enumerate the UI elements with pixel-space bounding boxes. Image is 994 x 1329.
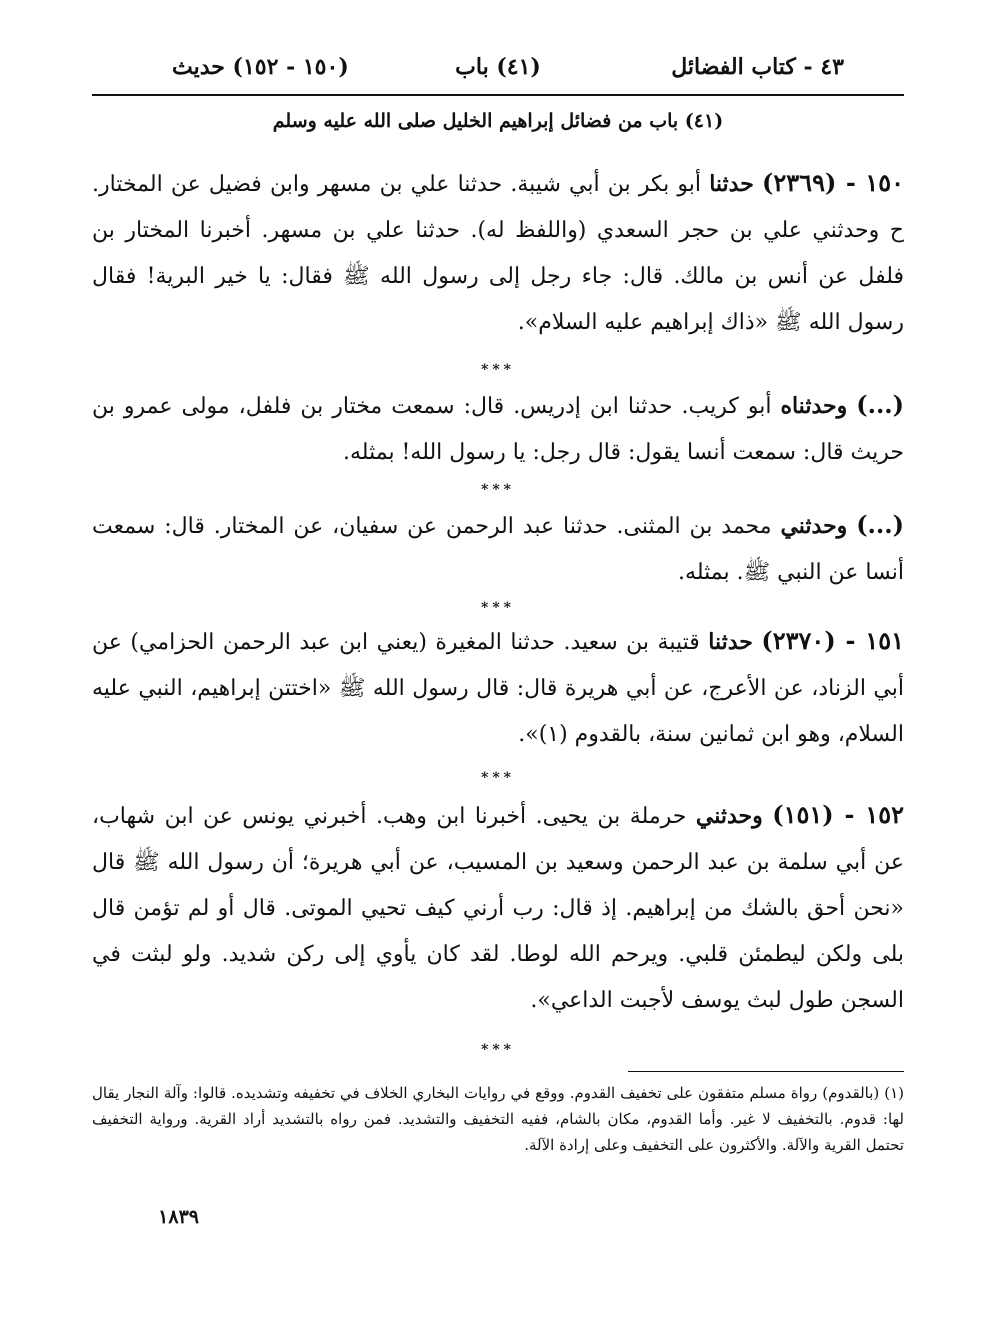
hadith-150 <box>92 160 904 346</box>
header-book-title: ٤٣ - كتاب الفضائل <box>671 54 844 80</box>
hadith-opening: وحدثناه <box>780 393 848 419</box>
hadith-150-c <box>92 502 904 596</box>
hadith-151 <box>92 618 904 758</box>
separator-stars: *** <box>481 482 515 498</box>
chapter-title: (٤١) باب من فضائل إبراهيم الخليل صلى الله عليه وسلم <box>272 110 724 132</box>
header-chapter: (٤١) باب <box>455 54 541 80</box>
hadith-number: ١٥٠ - (٢٣٦٩) <box>762 168 905 197</box>
hadith-number: ١٥١ - (٢٣٧٠) <box>761 626 905 655</box>
hadith-text: قتيبة بن سعيد. حدثنا المغيرة (يعني ابن عبد الرحمن الحزامي) عن أبي الزناد، عن الأعرج، عن أبي هريرة قال: قال رسول الله ﷺ «اختتن إبراهيم، النبي عليه السلام، وهو ابن ثمانين سنة، بالقدوم (١)». <box>92 630 904 747</box>
separator-stars: *** <box>481 770 515 786</box>
hadith-text: أبو كريب. حدثنا ابن إدريس. قال: سمعت مختار بن فلفل، مولى عمرو بن حريث قال: سمعت أنسا يقول: قال رجل: يا رسول الله! بمثله. <box>92 394 904 465</box>
hadith-text: محمد بن المثنى. حدثنا عبد الرحمن عن سفيان، عن المختار. قال: سمعت أنسا عن النبي ﷺ. بمثله. <box>92 514 904 585</box>
hadith-text: أبو بكر بن أبي شيبة. حدثنا علي بن مسهر وابن فضيل عن المختار. ح وحدثني علي بن حجر السعدي (واللفظ له). حدثنا علي بن مسهر. أخبرنا المختار بن فلفل عن أنس بن مالك. قال: جاء رجل إلى رسول الله ﷺ فقال: يا خير البرية! فقال رسول الله ﷺ «ذاك إبراهيم عليه السلام». <box>92 172 904 335</box>
hadith-opening: وحدثني <box>695 803 763 829</box>
hadith-opening: حدثنا <box>708 629 753 655</box>
hadith-number: (...) <box>856 510 904 539</box>
hadith-number: (...) <box>856 390 905 419</box>
hadith-150-b <box>92 382 904 476</box>
hadith-text: حرملة بن يحيى. أخبرنا ابن وهب. أخبرني يونس عن ابن شهاب، عن أبي سلمة بن عبد الرحمن وسعيد بن المسيب، عن أبي هريرة؛ أن رسول الله ﷺ قال «نحن أحق بالشك من إبراهيم. إذ قال: رب أرني كيف تحيي الموتى. قال أو لم تؤمن قال بلى ولكن ليطمئن قلبي. ويرحم الله لوطا. لقد كان يأوي إلى ركن شديد. ولو لبثت في السجن طول لبث يوسف لأجبت الداعي». <box>92 804 904 1013</box>
hadith-number: ١٥٢ - (١٥١) <box>772 800 904 829</box>
hadith-opening: حدثنا <box>709 171 754 197</box>
running-header <box>92 50 904 96</box>
separator-stars: *** <box>481 600 515 616</box>
hadith-opening: وحدثني <box>780 513 848 539</box>
footnote-rule <box>628 1071 904 1072</box>
page-number: ١٨٣٩ <box>158 1206 199 1228</box>
separator-stars: *** <box>481 1042 515 1058</box>
separator-stars: *** <box>481 362 515 378</box>
header-hadith-range: (١٥٠ - ١٥٢) حديث <box>172 54 349 80</box>
hadith-152 <box>92 792 904 1024</box>
footnote: (١) (بالقدوم) رواة مسلم متفقون على تخفيف القدوم. ووقع في روايات البخاري الخلاف في تخفيفه وتشديده. قالوا: وآلة النجار يقال لها: قدوم. بالتخفيف لا غير. وأما القدوم، مكان بالشام، ففيه التخفيف والتشديد. فمن رواه بالتشديد أراد القرية. ورواية التخفيف تحتمل القرية والآلة. والأكثرون على التخفيف وعلى إرادة الآلة. <box>92 1084 904 1154</box>
